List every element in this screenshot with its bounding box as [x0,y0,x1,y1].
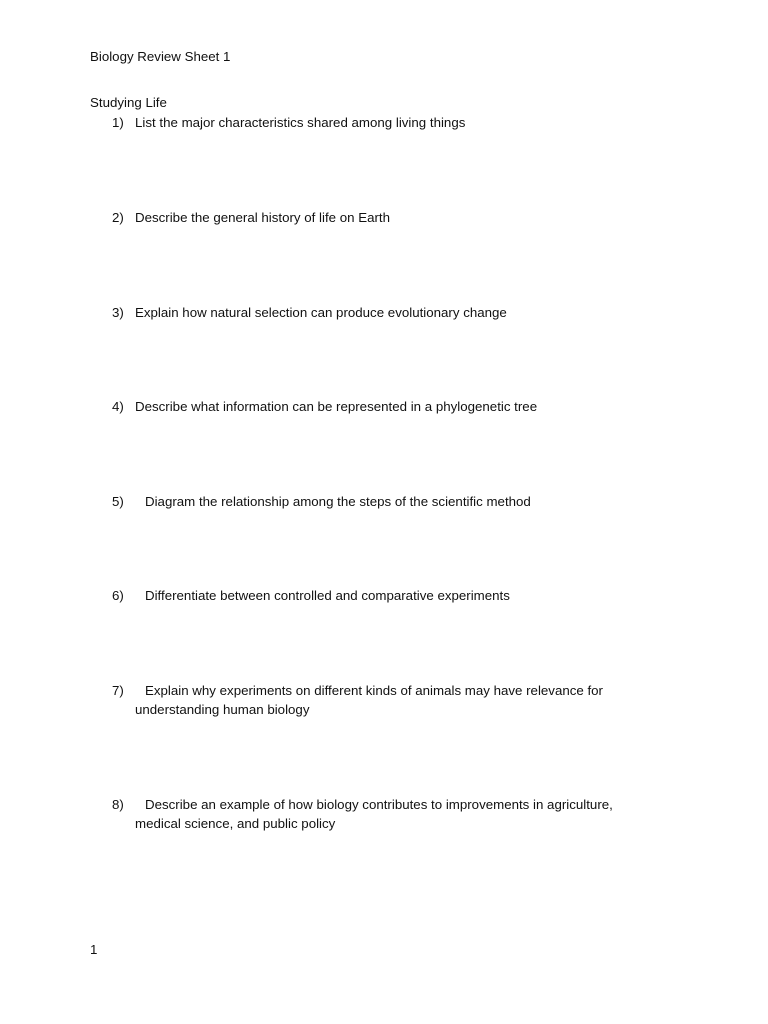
question-text: Differentiate between controlled and comparative experiments [145,588,510,603]
question-number: 6) [112,588,124,603]
question-number: 3) [112,305,124,320]
question-item [112,113,652,132]
question-text: Describe an example of how biology contributes to improvements in agriculture, medical science, and public policy [135,797,613,831]
section-heading: Studying Life [90,95,167,110]
question-number: 8) [112,797,124,812]
document-title: Biology Review Sheet 1 [90,49,231,64]
question-item [112,208,652,227]
question-text: List the major characteristics shared among living things [135,115,466,130]
question-item [112,303,652,322]
question-item [112,397,652,416]
question-item [112,795,652,833]
question-item [112,586,652,605]
question-text: Explain how natural selection can produce evolutionary change [135,305,507,320]
question-number: 5) [112,494,124,509]
question-number: 2) [112,210,124,225]
question-number: 4) [112,399,124,414]
question-text: Explain why experiments on different kinds of animals may have relevance for understanding human biology [135,683,603,717]
question-text: Describe the general history of life on Earth [135,210,390,225]
question-item [112,681,652,719]
question-item [112,492,652,511]
question-text: Describe what information can be represented in a phylogenetic tree [135,399,538,414]
question-text: Diagram the relationship among the steps of the scientific method [145,494,531,509]
page-number: 1 [90,942,98,957]
question-number: 7) [112,683,124,698]
question-number: 1) [112,115,124,130]
